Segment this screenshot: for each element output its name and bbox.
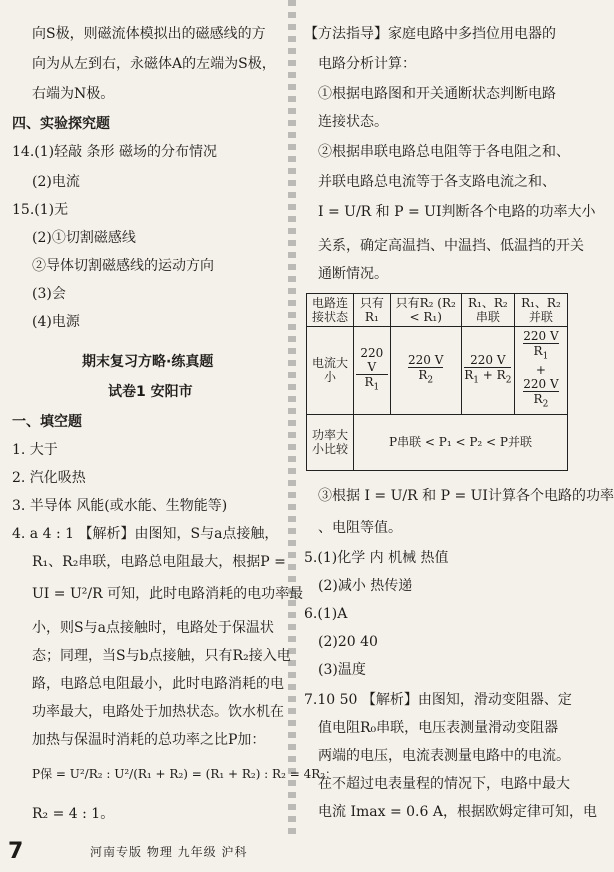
text-line: 向S极，则磁流体模拟出的磁感线的方: [32, 26, 266, 42]
text-line: ②根据串联电路总电阻等于各电阻之和、: [318, 144, 570, 160]
formula-line: P保 = U²/R₂ : U²/(R₁ + R₂) = (R₁ + R₂) : R₂ = 4R₂：: [32, 767, 338, 781]
text-line: ①根据电路图和开关通断状态判断电路: [318, 86, 556, 102]
table-header: 电路连接状态: [307, 294, 354, 327]
text-line: I = U/R 和 P = UI判断各个电路的功率大小: [318, 204, 596, 220]
table-cell: $\frac{220 V}{R_1 + R_2}$: [461, 327, 514, 415]
text-line: 小，则S与a点接触时，电路处于保温状: [32, 620, 274, 636]
table-header: 只有R₂ (R₂ < R₁): [390, 294, 461, 327]
answer-5-1: 5.(1)化学 内 机械 热值: [304, 550, 449, 566]
text-line: ③根据 I = U/R 和 P = UI计算各个电路的功率: [318, 488, 614, 504]
text-line: 电路分析计算：: [318, 56, 416, 72]
text-line: 关系，确定高温挡、中温挡、低温挡的开关: [318, 238, 584, 254]
text-line: 态；同理，当S与b点接触，只有R₂接入电: [32, 648, 291, 664]
text-line: 路，电路总电阻最小，此时电路消耗的电: [32, 676, 284, 692]
answer-4: 4. a 4 : 1 【解析】由图知，S与a点接触，: [12, 526, 279, 542]
method-guide: 【方法指导】家庭电路中多挡位用电器的: [304, 26, 556, 42]
answer-1: 1. 大于: [12, 442, 58, 458]
page-number: 7: [8, 839, 24, 864]
table-cell: P串联 < P₁ < P₂ < P并联: [354, 414, 568, 470]
text-line: 通断情况。: [318, 266, 388, 282]
text-line: 、电阻等值。: [318, 520, 402, 536]
table-header: R₁、R₂串联: [461, 294, 514, 327]
answer-14-2: (2)电流: [32, 174, 80, 190]
table-cell: $\frac{220 V}{R_2}$: [390, 327, 461, 415]
text-line: 值电阻R₀串联，电压表测量滑动变阻器: [318, 720, 559, 736]
table-header: R₁、R₂并联: [514, 294, 567, 327]
answer-15-2b: ②导体切割磁感线的运动方向: [32, 258, 214, 274]
table-cell: $\frac{220 V}{R_1}$: [354, 327, 391, 415]
answer-15-1: 15.(1)无: [12, 202, 69, 218]
text-line: R₁、R₂串联，电路总电阻最大，根据P =: [32, 554, 286, 570]
table-header: 只有R₁: [354, 294, 391, 327]
answer-7: 7.10 50 【解析】由图知，滑动变阻器、定: [304, 692, 572, 708]
text-line: 向为从左到右，永磁体A的左端为S极，: [32, 56, 276, 72]
text-line: 并联电路总电流等于各支路电流之和、: [318, 174, 556, 190]
page-subtitle: 试卷1 安阳市: [108, 384, 193, 400]
text-line: 电流 Imax = 0.6 A，根据欧姆定律可知，电: [318, 804, 597, 820]
answer-5-2: (2)减小 热传递: [318, 578, 413, 594]
table-cell: $\frac{220 V}{R_1}$ + $\frac{220 V}{R_2}$: [514, 327, 567, 415]
answer-3: 3. 半导体 风能(或水能、生物能等): [12, 498, 228, 514]
section-heading: 四、实验探究题: [12, 116, 110, 132]
circuit-table: [306, 293, 568, 471]
table-row-label: 电流大小: [307, 327, 354, 415]
footer-text: 河南专版 物理 九年级 沪科: [90, 845, 248, 859]
text-line: 加热与保温时消耗的总功率之比P加：: [32, 732, 266, 748]
text-line: R₂ = 4 : 1。: [32, 806, 115, 822]
text-line: 右端为N极。: [32, 86, 115, 102]
column-divider: [288, 0, 296, 834]
page-title: 期末复习方略·练真题: [82, 354, 214, 370]
text-line: 功率最大，电路处于加热状态。饮水机在: [32, 704, 284, 720]
answer-6-1: 6.(1)A: [304, 606, 348, 622]
text-line: 两端的电压，电流表测量电路中的电流。: [318, 748, 570, 764]
answer-15-3: (3)会: [32, 286, 66, 302]
answer-2: 2. 汽化吸热: [12, 470, 86, 486]
text-line: 连接状态。: [318, 114, 388, 130]
table-row-label: 功率大小比较: [307, 414, 354, 470]
answer-6-2: (2)20 40: [318, 634, 378, 650]
answer-15-4: (4)电源: [32, 314, 80, 330]
section-heading: 一、填空题: [12, 414, 82, 430]
answer-15-2: (2)①切割磁感线: [32, 230, 136, 246]
answer-14-1: 14.(1)轻敲 条形 磁场的分布情况: [12, 144, 217, 160]
answer-6-3: (3)温度: [318, 662, 366, 678]
text-line: 在不超过电表量程的情况下，电路中最大: [318, 776, 570, 792]
text-line: UI = U²/R 可知，此时电路消耗的电功率最: [32, 586, 304, 602]
right-column: [304, 0, 614, 832]
